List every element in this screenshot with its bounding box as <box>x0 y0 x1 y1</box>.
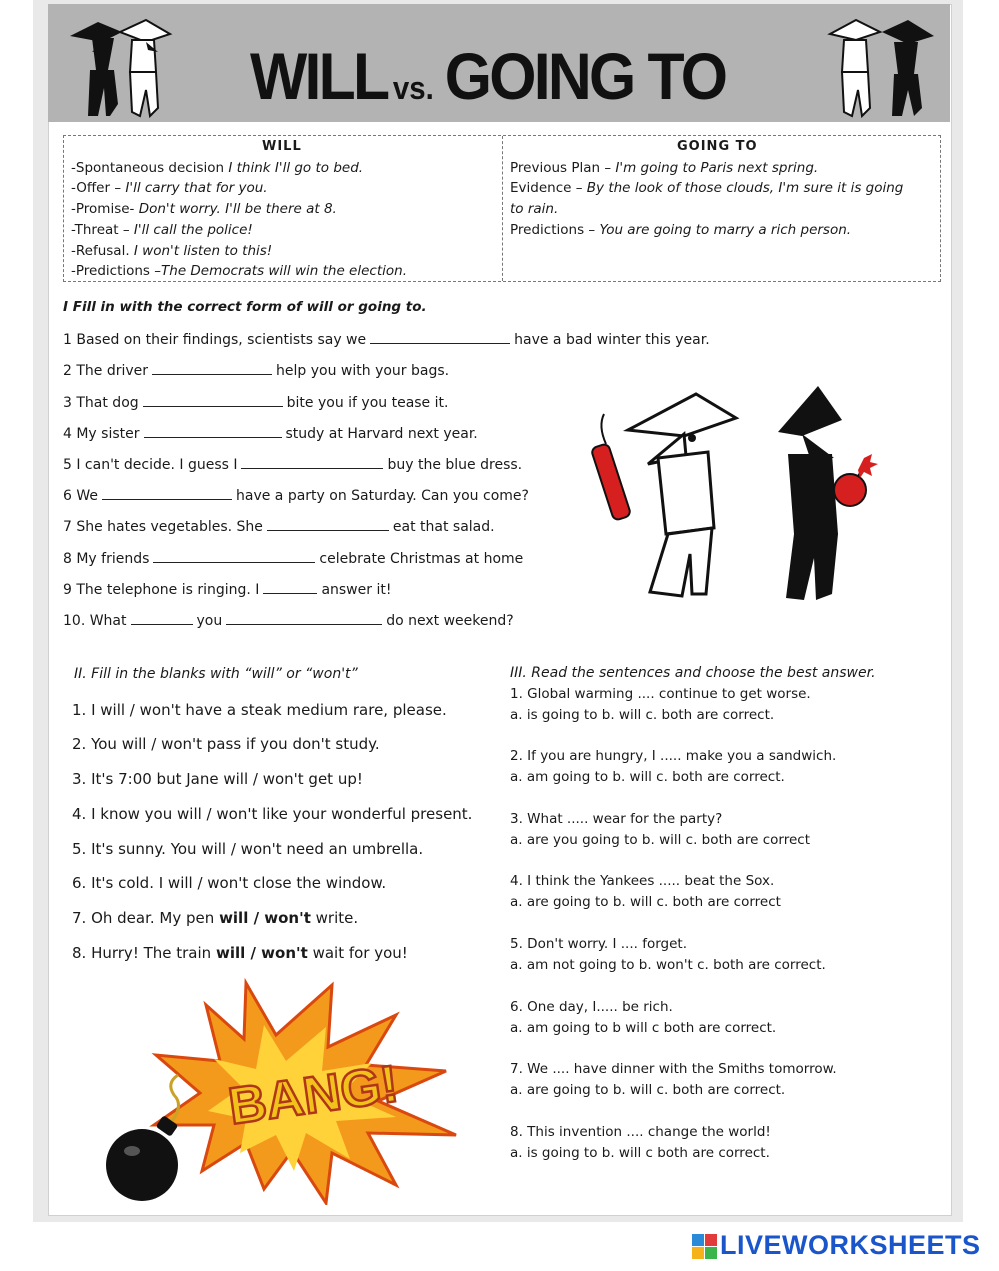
answer-blank[interactable] <box>241 456 383 469</box>
will-rule: -Offer – I'll carry that for you. <box>71 180 268 196</box>
title-going-to: GOING TO <box>444 39 726 113</box>
exercise3-question: 1. Global warming .... continue to get worse. <box>510 686 811 702</box>
title-will: WILL <box>250 39 388 113</box>
bang-text: BANG! <box>225 1054 402 1137</box>
rules-divider <box>502 136 503 281</box>
answer-blank[interactable] <box>263 581 317 594</box>
liveworksheets-logo-icon <box>692 1234 718 1260</box>
exercise1-item: 9 The telephone is ringing. I answer it! <box>63 582 392 598</box>
section2-title: II. Fill in the blanks with “will” or “won't” <box>74 666 358 682</box>
exercise3-options[interactable]: a. am going to b. will c. both are correct. <box>510 769 785 785</box>
answer-blank[interactable] <box>144 425 282 438</box>
answer-blank[interactable] <box>226 612 382 625</box>
will-rule: -Spontaneous decision I think I'll go to bed. <box>71 160 364 176</box>
going-to-heading: GOING TO <box>677 139 758 154</box>
exercise2-item[interactable]: 7. Oh dear. My pen will / won't write. <box>72 909 359 927</box>
exercise1-item: 7 She hates vegetables. She eat that salad. <box>63 519 495 535</box>
exercise3-question: 4. I think the Yankees ..... beat the Sox. <box>510 873 775 889</box>
answer-blank[interactable] <box>143 394 283 407</box>
exercise2-item[interactable]: 8. Hurry! The train will / won't wait for you! <box>72 944 408 962</box>
exercise3-question: 7. We .... have dinner with the Smiths tomorrow. <box>510 1061 837 1077</box>
exercise2-item[interactable]: 6. It's cold. I will / won't close the window. <box>72 874 387 892</box>
exercise1-item: 4 My sister study at Harvard next year. <box>63 426 478 442</box>
exercise3-question: 2. If you are hungry, I ..... make you a sandwich. <box>510 748 837 764</box>
going-to-rule: Evidence – By the look of those clouds, I'm sure it is going <box>510 180 904 196</box>
exercise1-item: 1 Based on their findings, scientists say we have a bad winter this year. <box>63 332 710 348</box>
spy-pair-left-illustration <box>62 8 182 120</box>
exercise3-question: 6. One day, I..... be rich. <box>510 999 673 1015</box>
will-rule: -Refusal. I won't listen to this! <box>71 243 273 259</box>
will-rule: -Threat – I'll call the police! <box>71 222 253 238</box>
going-to-rule: to rain. <box>510 201 559 217</box>
answer-blank[interactable] <box>153 550 315 563</box>
exercise2-item[interactable]: 4. I know you will / won't like your wonderful present. <box>72 805 473 823</box>
exercise3-options[interactable]: a. is going to b. will c. both are correct. <box>510 707 775 723</box>
answer-blank[interactable] <box>152 362 272 375</box>
exercise3-options[interactable]: a. are going to b. will c. both are correct. <box>510 1082 786 1098</box>
exercise2-item[interactable]: 3. It's 7:00 but Jane will / won't get up! <box>72 770 363 788</box>
exercise1-item: 2 The driver help you with your bags. <box>63 363 450 379</box>
section1-title: I Fill in with the correct form of will or going to. <box>63 299 427 315</box>
section3-title: III. Read the sentences and choose the best answer. <box>510 665 876 681</box>
going-to-rule: Previous Plan – I'm going to Paris next spring. <box>510 160 819 176</box>
answer-blank[interactable] <box>102 487 232 500</box>
will-rule: -Promise- Don't worry. I'll be there at 8. <box>71 201 337 217</box>
exercise1-item: 3 That dog bite you if you tease it. <box>63 395 449 411</box>
bang-explosion-illustration <box>96 975 476 1205</box>
page-title <box>250 36 725 116</box>
exercise3-question: 5. Don't worry. I .... forget. <box>510 936 688 952</box>
exercise1-item: 6 We have a party on Saturday. Can you come? <box>63 488 529 504</box>
exercise3-options[interactable]: a. am going to b will c both are correct. <box>510 1020 777 1036</box>
exercise3-question: 3. What ..... wear for the party? <box>510 811 723 827</box>
spies-with-bombs-illustration <box>588 378 948 610</box>
going-to-rule: Predictions – You are going to marry a rich person. <box>510 222 852 238</box>
will-rule: -Predictions –The Democrats will win the election. <box>71 263 407 279</box>
bomb-icon <box>106 1129 178 1201</box>
exercise3-options[interactable]: a. is going to b. will c both are correct. <box>510 1145 770 1161</box>
answer-blank[interactable] <box>370 331 510 344</box>
exercise1-item: 5 I can't decide. I guess I buy the blue dress. <box>63 457 523 473</box>
answer-blank[interactable] <box>131 612 193 625</box>
exercise3-options[interactable]: a. are going to b. will c. both are correct <box>510 894 781 910</box>
exercise3-options[interactable]: a. am not going to b. won't c. both are correct. <box>510 957 826 973</box>
exercise3-options[interactable]: a. are you going to b. will c. both are correct <box>510 832 811 848</box>
exercise1-item: 8 My friends celebrate Christmas at home <box>63 551 524 567</box>
exercise2-item[interactable]: 5. It's sunny. You will / won't need an umbrella. <box>72 840 424 858</box>
liveworksheets-logo-text: LIVEWORKSHEETS <box>720 1230 981 1260</box>
will-heading: WILL <box>262 139 302 154</box>
exercise1-item: 10. What you do next weekend? <box>63 613 514 629</box>
exercise2-item[interactable]: 2. You will / won't pass if you don't study. <box>72 735 380 753</box>
exercise3-question: 8. This invention .... change the world! <box>510 1124 771 1140</box>
exercise2-item[interactable]: 1. I will / won't have a steak medium rare, please. <box>72 701 447 719</box>
spy-pair-right-illustration <box>820 8 944 120</box>
answer-blank[interactable] <box>267 518 389 531</box>
title-vs: vs. <box>392 70 434 106</box>
